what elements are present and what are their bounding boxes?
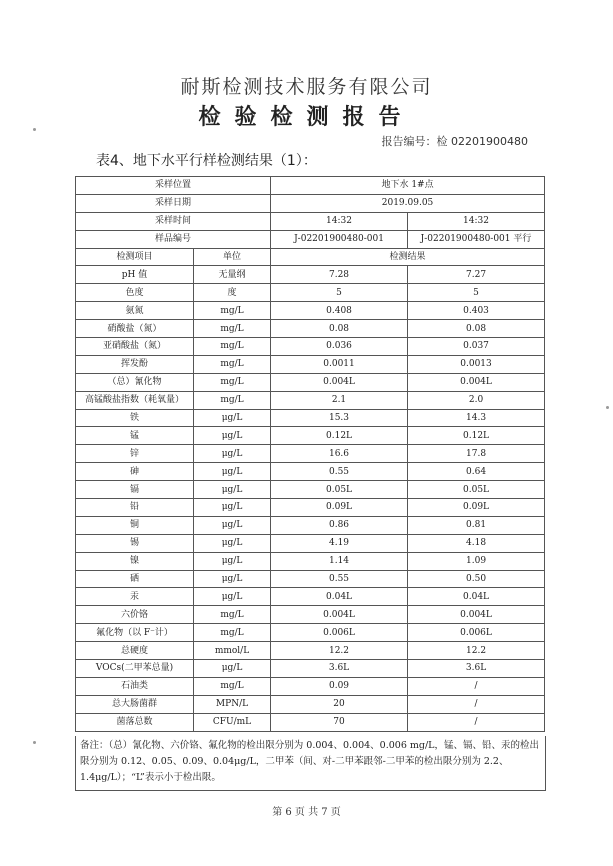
row-result-1: 0.86 [271, 516, 408, 534]
row-item: VOCs(二甲苯总量) [76, 660, 194, 678]
company-name: 耐斯检测技术服务有限公司 [180, 76, 433, 98]
table-row [76, 463, 545, 481]
row-item: 挥发酚 [76, 355, 194, 373]
row-item: 石油类 [76, 677, 194, 695]
table-row [76, 677, 545, 695]
row-result-2: 0.004L [408, 606, 545, 624]
row-item: 六价铬 [76, 606, 194, 624]
row-result-1: 1.14 [271, 552, 408, 570]
table-row [76, 552, 545, 570]
row-unit: MPN/L [194, 695, 271, 713]
row-unit: mg/L [194, 677, 271, 695]
table-title: 表4、地下水平行样检测结果（1）： [96, 153, 317, 169]
row-unit: μg/L [194, 499, 271, 517]
row-unit: μg/L [194, 445, 271, 463]
row-unit: μg/L [194, 588, 271, 606]
row-result-1: 0.004L [271, 373, 408, 391]
row-item: 镍 [76, 552, 194, 570]
row-item: 硒 [76, 570, 194, 588]
table-row [76, 391, 545, 409]
notes: 备注：（总）氰化物、六价铬、氟化物的检出限分别为 0.004、0.004、0.006 mg/L，锰、镉、铅、汞的检出限分别为 0.12、0.05、0.09、0.04μg/L，二甲苯（间、对-二甲苯跟邻-二甲苯的检出限分别为 2.2、1.4μg/L）；“L”表示小于检出限。 [75, 736, 546, 791]
row-result-1: 12.2 [271, 642, 408, 660]
row-result-1: 0.55 [271, 570, 408, 588]
row-item: 锌 [76, 445, 194, 463]
sample-value-1: J-02201900480-001 [271, 230, 408, 248]
row-result-2: 0.05L [408, 481, 545, 499]
row-item: 硝酸盐（氮） [76, 320, 194, 338]
row-unit: μg/L [194, 516, 271, 534]
report-title: 检验检测报告 [198, 105, 415, 130]
row-result-1: 0.004L [271, 606, 408, 624]
row-result-1: 0.08 [271, 320, 408, 338]
row-result-2: 0.50 [408, 570, 545, 588]
row-result-2: 12.2 [408, 642, 545, 660]
table-row [76, 516, 545, 534]
row-unit: μg/L [194, 481, 271, 499]
row-unit: mg/L [194, 302, 271, 320]
column-header-row [76, 248, 545, 266]
row-result-2: 2.0 [408, 391, 545, 409]
column-header-result: 检测结果 [271, 248, 545, 266]
scan-speck [33, 128, 36, 131]
row-result-1: 20 [271, 695, 408, 713]
table-row [76, 588, 545, 606]
sample-label: 样品编号 [76, 230, 271, 248]
time-label: 采样时间 [76, 212, 271, 230]
row-unit: mg/L [194, 391, 271, 409]
table-row [76, 409, 545, 427]
table-row [76, 695, 545, 713]
row-result-2: 0.64 [408, 463, 545, 481]
row-result-1: 15.3 [271, 409, 408, 427]
table-row [76, 606, 545, 624]
row-unit: μg/L [194, 552, 271, 570]
row-unit: μg/L [194, 660, 271, 678]
row-unit: mg/L [194, 320, 271, 338]
row-item: 锡 [76, 534, 194, 552]
row-unit: mg/L [194, 338, 271, 356]
row-result-2: 17.8 [408, 445, 545, 463]
row-item: pH 值 [76, 266, 194, 284]
row-result-1: 4.19 [271, 534, 408, 552]
scan-speck [33, 741, 36, 744]
date-value: 2019.09.05 [271, 194, 545, 212]
row-item: 铅 [76, 499, 194, 517]
row-result-2: 0.004L [408, 373, 545, 391]
table-row [76, 373, 545, 391]
row-unit: μg/L [194, 463, 271, 481]
row-item: （总）氰化物 [76, 373, 194, 391]
table-row [76, 320, 545, 338]
row-item: 色度 [76, 284, 194, 302]
page-footer: 第 6 页 共 7 页 [272, 807, 341, 818]
row-result-1: 0.408 [271, 302, 408, 320]
row-result-1: 16.6 [271, 445, 408, 463]
row-unit: μg/L [194, 409, 271, 427]
row-result-2: 5 [408, 284, 545, 302]
row-item: 砷 [76, 463, 194, 481]
row-item: 铁 [76, 409, 194, 427]
info-row-location [76, 177, 545, 195]
row-result-2: 4.18 [408, 534, 545, 552]
row-result-1: 70 [271, 713, 408, 731]
row-item: 菌落总数 [76, 713, 194, 731]
row-result-2: 0.12L [408, 427, 545, 445]
table-row [76, 499, 545, 517]
row-result-2: 0.0013 [408, 355, 545, 373]
row-result-2: / [408, 695, 545, 713]
info-row-date [76, 194, 545, 212]
date-label: 采样日期 [76, 194, 271, 212]
row-result-2: / [408, 677, 545, 695]
row-result-2: 14.3 [408, 409, 545, 427]
row-item: 镉 [76, 481, 194, 499]
sample-value-2: J-02201900480-001 平行 [408, 230, 545, 248]
row-item: 铜 [76, 516, 194, 534]
row-unit: mg/L [194, 624, 271, 642]
location-value: 地下水 1#点 [271, 177, 545, 195]
row-result-1: 2.1 [271, 391, 408, 409]
row-result-1: 0.55 [271, 463, 408, 481]
row-result-1: 0.09 [271, 677, 408, 695]
info-row-sample [76, 230, 545, 248]
row-result-2: 7.27 [408, 266, 545, 284]
row-result-2: 1.09 [408, 552, 545, 570]
table-row [76, 570, 545, 588]
row-unit: μg/L [194, 427, 271, 445]
table-row [76, 481, 545, 499]
row-unit: 度 [194, 284, 271, 302]
row-result-2: 0.403 [408, 302, 545, 320]
time-value-1: 14:32 [271, 212, 408, 230]
row-item: 高锰酸盐指数（耗氧量） [76, 391, 194, 409]
row-result-1: 0.09L [271, 499, 408, 517]
row-unit: 无量纲 [194, 266, 271, 284]
table-row [76, 355, 545, 373]
scan-speck [606, 406, 609, 409]
row-result-1: 7.28 [271, 266, 408, 284]
table-row [76, 642, 545, 660]
row-unit: mg/L [194, 606, 271, 624]
info-row-time [76, 212, 545, 230]
row-item: 氟化物（以 F⁻计） [76, 624, 194, 642]
column-header-unit: 单位 [194, 248, 271, 266]
table-row [76, 284, 545, 302]
column-header-item: 检测项目 [76, 248, 194, 266]
row-item: 亚硝酸盐（氮） [76, 338, 194, 356]
row-result-2: 0.81 [408, 516, 545, 534]
table-row [76, 302, 545, 320]
row-result-1: 0.04L [271, 588, 408, 606]
table-row [76, 338, 545, 356]
row-result-2: 0.006L [408, 624, 545, 642]
table-row [76, 427, 545, 445]
row-result-1: 0.0011 [271, 355, 408, 373]
row-result-2: 0.08 [408, 320, 545, 338]
row-result-2: 0.09L [408, 499, 545, 517]
row-result-1: 0.036 [271, 338, 408, 356]
row-item: 总大肠菌群 [76, 695, 194, 713]
table-row [76, 445, 545, 463]
results-table [75, 176, 545, 732]
row-unit: CFU/mL [194, 713, 271, 731]
row-result-1: 5 [271, 284, 408, 302]
row-unit: μg/L [194, 534, 271, 552]
row-unit: mg/L [194, 373, 271, 391]
row-result-1: 0.006L [271, 624, 408, 642]
row-result-1: 0.12L [271, 427, 408, 445]
row-result-1: 3.6L [271, 660, 408, 678]
row-result-2: 0.037 [408, 338, 545, 356]
location-label: 采样位置 [76, 177, 271, 195]
row-item: 氨氮 [76, 302, 194, 320]
row-result-2: / [408, 713, 545, 731]
row-item: 锰 [76, 427, 194, 445]
table-row [76, 266, 545, 284]
row-result-2: 0.04L [408, 588, 545, 606]
time-value-2: 14:32 [408, 212, 545, 230]
table-row [76, 660, 545, 678]
row-unit: μg/L [194, 570, 271, 588]
row-item: 总硬度 [76, 642, 194, 660]
row-item: 汞 [76, 588, 194, 606]
row-result-1: 0.05L [271, 481, 408, 499]
table-row [76, 624, 545, 642]
row-result-2: 3.6L [408, 660, 545, 678]
row-unit: mg/L [194, 355, 271, 373]
row-unit: mmol/L [194, 642, 271, 660]
report-number: 报告编号：检 02201900480 [381, 135, 528, 148]
table-row [76, 713, 545, 731]
table-row [76, 534, 545, 552]
